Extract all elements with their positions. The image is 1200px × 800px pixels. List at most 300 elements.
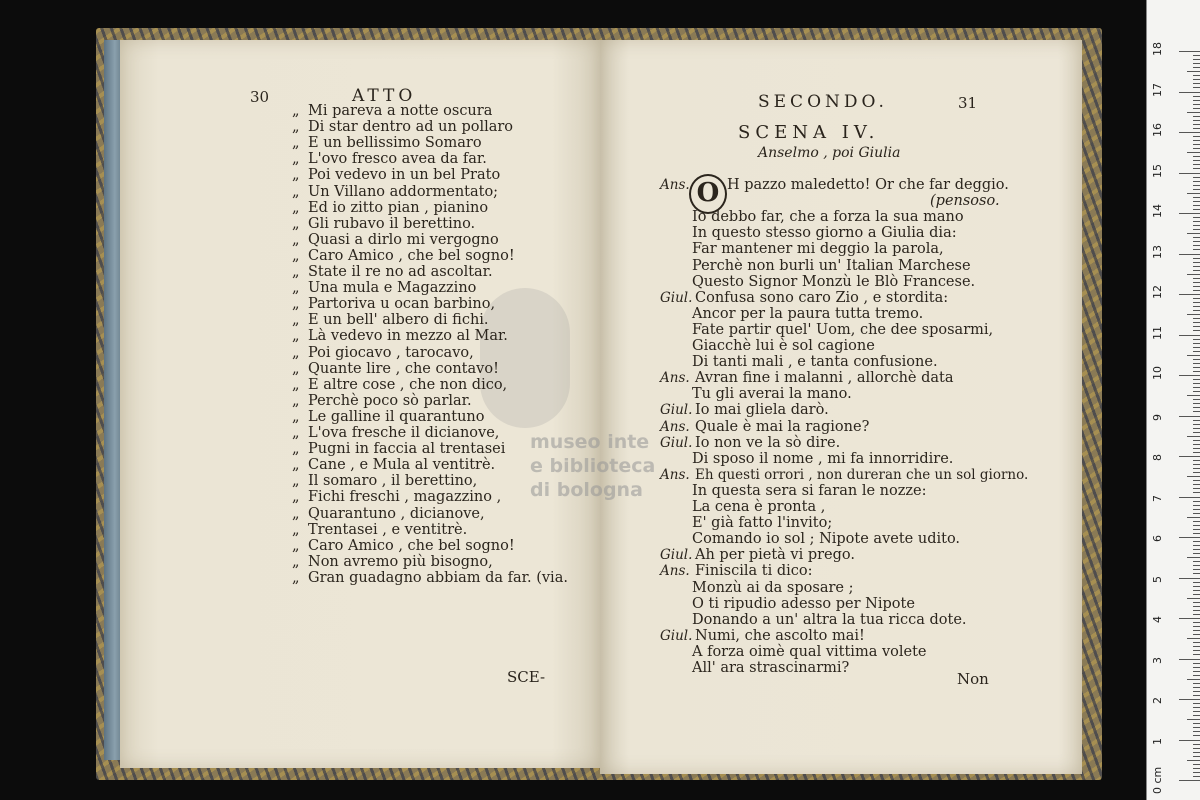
- quote-mark: „: [292, 505, 300, 522]
- verse-text: Una mula e Magazzino: [308, 280, 477, 297]
- ruler-tick: [1193, 55, 1200, 56]
- ruler-tick: [1193, 727, 1200, 728]
- ruler-tick: [1193, 339, 1200, 340]
- ruler-tick: [1193, 128, 1200, 129]
- ruler-tick: [1193, 330, 1200, 331]
- verse-text: Un Villano addormentato;: [308, 183, 499, 200]
- ruler-tick: [1193, 772, 1200, 773]
- ruler-label: 16: [1151, 123, 1164, 137]
- ruler-tick: [1193, 399, 1200, 400]
- ruler-tick: [1193, 367, 1200, 368]
- verse-line: [292, 248, 515, 264]
- dialogue-line: Io non ve la sò dire.: [695, 434, 841, 451]
- ruler-tick: [1193, 663, 1200, 664]
- ruler-tick: [1193, 452, 1200, 453]
- verse-text: L'ovo fresco avea da far.: [308, 151, 487, 168]
- verse-text: Pugni in faccia al trentasei: [308, 441, 506, 458]
- ruler-tick: [1193, 533, 1200, 534]
- ruler-tick: [1193, 116, 1200, 117]
- speaker-label: Ans.: [660, 177, 690, 193]
- ruler-tick: [1193, 484, 1200, 485]
- speaker-label: Ans.: [660, 466, 690, 483]
- ruler-tick: [1193, 626, 1200, 627]
- dialogue-line: Far mantener mi deggio la parola,: [692, 241, 944, 258]
- ruler-tick: [1179, 618, 1200, 619]
- ruler-tick: [1193, 440, 1200, 441]
- ruler-tick: [1193, 569, 1200, 570]
- ruler-tick: [1193, 703, 1200, 704]
- ruler-tick: [1193, 634, 1200, 635]
- ruler-tick: [1187, 557, 1200, 558]
- ruler-tick: [1193, 472, 1200, 473]
- ruler-tick: [1193, 266, 1200, 267]
- right-page-header: SECONDO.: [758, 92, 888, 112]
- verse-line: [292, 328, 508, 344]
- ruler-tick: [1193, 209, 1200, 210]
- ruler-label: 5: [1151, 575, 1164, 583]
- ruler-tick: [1187, 274, 1200, 275]
- ruler-tick: [1193, 298, 1200, 299]
- verse-line: [292, 280, 476, 296]
- ruler-label: 13: [1151, 244, 1164, 259]
- ruler-tick: [1193, 290, 1200, 291]
- quote-mark: „: [292, 537, 300, 554]
- ruler-tick: [1193, 549, 1200, 550]
- ruler-tick: [1193, 768, 1200, 769]
- verse-text: Mi pareva a notte oscura: [308, 103, 493, 119]
- ruler-tick: [1179, 335, 1200, 336]
- ruler-label: 8: [1151, 454, 1164, 461]
- ruler-tick: [1193, 310, 1200, 311]
- ruler-tick: [1193, 586, 1200, 587]
- quote-mark: „: [292, 376, 300, 393]
- ruler-tick: [1187, 314, 1200, 315]
- ruler-tick: [1193, 594, 1200, 595]
- quote-mark: „: [292, 344, 300, 361]
- ruler-tick: [1193, 707, 1200, 708]
- dialogue-line: Ah per pietà vi prego.: [695, 547, 856, 564]
- verse-line: [292, 522, 467, 538]
- dialogue-line: Io mai gliela darò.: [695, 402, 829, 419]
- ruler-tick: [1193, 565, 1200, 566]
- ruler-tick: [1187, 233, 1200, 234]
- ruler-label: 6: [1151, 535, 1164, 542]
- speaker-label: Ans.: [660, 563, 690, 580]
- ruler-tick: [1193, 525, 1200, 526]
- ruler-label: 10: [1151, 366, 1164, 380]
- left-page-number: 30: [250, 88, 270, 106]
- ruler-tick: [1179, 375, 1200, 376]
- ruler-tick: [1193, 735, 1200, 736]
- dialogue-line: Io debbo far, che a forza la sua mano: [692, 209, 964, 226]
- ruler-label: 17: [1151, 82, 1164, 97]
- ruler-tick: [1193, 181, 1200, 182]
- quote-mark: „: [292, 247, 300, 264]
- ruler-tick: [1193, 691, 1200, 692]
- speaker-label: Ans.: [660, 370, 690, 387]
- ruler-tick: [1193, 630, 1200, 631]
- ruler-tick: [1193, 96, 1200, 97]
- ruler-tick: [1193, 723, 1200, 724]
- dialogue-line: Perchè non burli un' Italian Marchese: [692, 257, 971, 274]
- ruler-label: 1: [1151, 737, 1164, 745]
- verse-text: Quarantuno , dicianove,: [308, 505, 485, 522]
- quote-mark: „: [292, 521, 300, 538]
- ruler-tick: [1193, 480, 1200, 481]
- verse-line: [292, 473, 477, 489]
- verse-line: [292, 409, 485, 425]
- ruler-tick: [1193, 258, 1200, 259]
- ruler-tick: [1187, 355, 1200, 356]
- dialogue-line: In questa sera si faran le nozze:: [692, 482, 927, 499]
- ruler-tick: [1193, 205, 1200, 206]
- ruler-tick: [1193, 695, 1200, 696]
- verse-text: Poi giocavo , tarocavo,: [308, 344, 474, 361]
- dialogue-line: Di sposo il nome , mi fa innorridire.: [692, 450, 954, 467]
- speaker-label: Giul.: [660, 402, 693, 419]
- quote-mark: „: [292, 296, 300, 313]
- dialogue-line: Tu gli averai la mano.: [692, 386, 852, 403]
- ruler-tick: [1193, 229, 1200, 230]
- ruler-tick: [1193, 322, 1200, 323]
- verse-line: [292, 393, 472, 409]
- ruler-tick: [1193, 185, 1200, 186]
- verse-text: E un bell' albero di fichi.: [308, 312, 489, 329]
- ruler-tick: [1193, 391, 1200, 392]
- dialogue-line: Quale è mai la ragione?: [695, 418, 870, 435]
- ruler-tick: [1193, 237, 1200, 238]
- ruler-tick: [1193, 460, 1200, 461]
- ruler-tick: [1193, 108, 1200, 109]
- verse-line: [292, 232, 499, 248]
- verse-line: [292, 570, 568, 586]
- verse-line: [292, 345, 474, 361]
- speaker-label: Giul.: [660, 547, 693, 564]
- ruler-tick: [1193, 403, 1200, 404]
- quote-mark: „: [292, 569, 300, 586]
- dialogue-line: Questo Signor Monzù le Blò Francese.: [692, 273, 976, 290]
- ruler-tick: [1179, 497, 1200, 498]
- right-page-number: 31: [958, 94, 978, 112]
- verse-text: Ed io zitto pian , pianino: [308, 199, 489, 216]
- ruler-tick: [1193, 201, 1200, 202]
- ruler-tick: [1193, 189, 1200, 190]
- verse-line: [292, 441, 505, 457]
- ruler-tick: [1193, 561, 1200, 562]
- quote-mark: „: [292, 103, 300, 119]
- ruler-tick: [1193, 606, 1200, 607]
- ruler-tick: [1193, 711, 1200, 712]
- verse-text: E un bellissimo Somaro: [308, 135, 482, 152]
- ruler-tick: [1193, 387, 1200, 388]
- verse-line: [292, 184, 498, 200]
- ruler-tick: [1193, 104, 1200, 105]
- ruler-tick: [1193, 168, 1200, 169]
- dialogue-line: Ancor per la paura tutta tremo.: [692, 305, 924, 322]
- verse-text: Là vedevo in mezzo al Mar.: [308, 328, 508, 345]
- verse-line: [292, 538, 515, 554]
- scene-subtitle: Anselmo , poi Giulia: [758, 145, 901, 161]
- verse-text: Caro Amico , che bel sogno!: [308, 247, 515, 264]
- ruler-tick: [1193, 654, 1200, 655]
- verse-line: [292, 296, 495, 312]
- ruler-tick: [1193, 144, 1200, 145]
- verse-text: L'ova fresche il dicianove,: [308, 425, 500, 441]
- ruler-tick: [1193, 614, 1200, 615]
- verse-line: [292, 264, 493, 280]
- quote-mark: „: [292, 425, 300, 441]
- ruler-tick: [1193, 136, 1200, 137]
- ruler-tick: [1193, 545, 1200, 546]
- dialogue-line: In questo stesso giorno a Giulia dia:: [692, 225, 957, 242]
- quote-mark: „: [292, 312, 300, 329]
- ruler-tick: [1187, 112, 1200, 113]
- ruler-tick: [1179, 537, 1200, 538]
- dialogue-line: O ti ripudio adesso per Nipote: [692, 595, 915, 612]
- verse-text: Trentasei , e ventitrè.: [308, 521, 468, 538]
- ruler-label: 12: [1151, 285, 1164, 299]
- ruler-label: 3: [1151, 656, 1164, 664]
- ruler-tick: [1193, 715, 1200, 716]
- ruler-tick: [1193, 646, 1200, 647]
- ruler-tick: [1193, 59, 1200, 60]
- ruler-tick: [1193, 217, 1200, 218]
- quote-mark: „: [292, 167, 300, 184]
- quote-mark: „: [292, 183, 300, 200]
- ruler-tick: [1193, 245, 1200, 246]
- ruler-tick: [1193, 241, 1200, 242]
- ruler-tick: [1193, 675, 1200, 676]
- ruler-label: 15: [1151, 163, 1164, 178]
- ruler-tick: [1193, 521, 1200, 522]
- ruler-tick: [1187, 395, 1200, 396]
- ruler-tick: [1193, 764, 1200, 765]
- verse-line: [292, 361, 499, 377]
- ruler-label: 9: [1151, 413, 1164, 421]
- ruler-tick: [1193, 221, 1200, 222]
- dialogue-line: Giacchè lui è sol cagione: [692, 338, 875, 354]
- verse-text: Quasi a dirlo mi vergogno: [308, 231, 499, 248]
- verse-text: State il re no ad ascoltar.: [308, 264, 493, 280]
- ruler-tick: [1193, 156, 1200, 157]
- ruler-tick: [1193, 671, 1200, 672]
- ruler-tick: [1193, 464, 1200, 465]
- ruler-tick: [1179, 416, 1200, 417]
- ruler-tick: [1193, 602, 1200, 603]
- ruler-tick: [1179, 699, 1200, 700]
- verse-line: [292, 425, 499, 441]
- ruler-label: 0 cm: [1151, 766, 1164, 794]
- ruler-tick: [1193, 286, 1200, 287]
- ruler-tick: [1193, 488, 1200, 489]
- ruler-tick: [1193, 177, 1200, 178]
- speaker-label: Giul.: [660, 434, 693, 451]
- ruler-tick: [1193, 432, 1200, 433]
- ruler-tick: [1193, 306, 1200, 307]
- verse-line: [292, 167, 500, 183]
- ruler-tick: [1193, 262, 1200, 263]
- ruler-tick: [1193, 744, 1200, 745]
- ruler-tick: [1193, 87, 1200, 88]
- speaker-label: Giul.: [660, 289, 693, 306]
- dialogue-line: A forza oimè qual vittima volete: [692, 643, 927, 660]
- ruler-tick: [1193, 225, 1200, 226]
- verse-line: [292, 506, 485, 522]
- verse-text: Il somaro , il berettino,: [308, 473, 478, 490]
- dialogue-line: Di tanti mali , e tanta confusione.: [692, 354, 938, 371]
- ruler-tick: [1193, 642, 1200, 643]
- ruler-label: 18: [1151, 42, 1164, 56]
- ruler-tick: [1193, 164, 1200, 165]
- ruler-tick: [1187, 71, 1200, 72]
- ruler-tick: [1193, 448, 1200, 449]
- ruler-tick: [1193, 509, 1200, 510]
- ruler-tick: [1193, 505, 1200, 506]
- ruler-tick: [1193, 752, 1200, 753]
- watermark-line: museo inte: [530, 431, 650, 453]
- verse-text: E altre cose , che non dico,: [308, 376, 508, 393]
- ruler-tick: [1193, 124, 1200, 125]
- drop-cap: O: [689, 174, 727, 214]
- ruler-tick: [1179, 213, 1200, 214]
- ruler-tick: [1179, 254, 1200, 255]
- ruler-tick: [1193, 83, 1200, 84]
- quote-mark: „: [292, 328, 300, 345]
- ruler-tick: [1179, 740, 1200, 741]
- dialogue-line: Monzù ai da sposare ;: [692, 579, 854, 596]
- dialogue-line: Avran fine i malanni , allorchè data: [695, 370, 954, 387]
- ruler-tick: [1193, 347, 1200, 348]
- ruler-label: 7: [1151, 494, 1164, 502]
- ruler-tick: [1193, 383, 1200, 384]
- ruler-tick: [1193, 282, 1200, 283]
- ruler-tick: [1193, 67, 1200, 68]
- dialogue-line: (pensoso.: [930, 193, 1000, 210]
- quote-mark: „: [292, 553, 300, 570]
- right-catchword: Non: [957, 670, 989, 688]
- ruler-tick: [1193, 249, 1200, 250]
- verse-line: [292, 554, 493, 570]
- quote-mark: „: [292, 441, 300, 458]
- left-catchword: SCE-: [507, 668, 546, 686]
- ruler-tick: [1193, 420, 1200, 421]
- quote-mark: „: [292, 231, 300, 248]
- ruler-label: 4: [1151, 616, 1164, 623]
- dialogue-line: Numi, che ascolto mai!: [695, 627, 865, 644]
- dialogue-line: Eh questi orrori , non dureran che un sol giorno.: [695, 466, 1029, 483]
- quote-mark: „: [292, 457, 300, 474]
- ruler-tick: [1179, 51, 1200, 52]
- ruler-tick: [1187, 436, 1200, 437]
- ruler-tick: [1187, 193, 1200, 194]
- ruler-tick: [1193, 683, 1200, 684]
- ruler-tick: [1193, 318, 1200, 319]
- dialogue-line: All' ara strascinarmi?: [692, 660, 850, 676]
- ruler-tick: [1193, 492, 1200, 493]
- ruler-tick: [1193, 197, 1200, 198]
- ruler-tick: [1193, 428, 1200, 429]
- ruler-tick: [1187, 638, 1200, 639]
- ruler-tick: [1193, 667, 1200, 668]
- verse-line: [292, 200, 488, 216]
- ruler-tick: [1193, 424, 1200, 425]
- verse-text: Partoriva u ocan barbino,: [308, 296, 496, 313]
- measurement-ruler: [1146, 0, 1200, 800]
- ruler-tick: [1193, 687, 1200, 688]
- ruler-tick: [1179, 578, 1200, 579]
- dialogue-line: Comando io sol ; Nipote avete udito.: [692, 531, 961, 548]
- ruler-tick: [1193, 63, 1200, 64]
- ruler-tick: [1193, 278, 1200, 279]
- verse-line: [292, 135, 482, 151]
- ruler-tick: [1187, 517, 1200, 518]
- ruler-tick: [1187, 476, 1200, 477]
- verse-text: Perchè poco sò parlar.: [308, 392, 472, 409]
- dialogue-line: H pazzo maledetto! Or che far deggio.: [727, 177, 1009, 193]
- ruler-tick: [1193, 748, 1200, 749]
- quote-mark: „: [292, 473, 300, 490]
- verse-line: [292, 119, 513, 135]
- verse-line: [292, 312, 489, 328]
- verse-line: [292, 216, 475, 232]
- quote-mark: „: [292, 360, 300, 377]
- dialogue-line: E' già fatto l'invito;: [692, 515, 833, 532]
- ruler-tick: [1193, 75, 1200, 76]
- verse-text: Gli rubavo il berettino.: [308, 215, 476, 232]
- verse-text: Di star dentro ad un pollaro: [308, 119, 514, 136]
- ruler-tick: [1193, 160, 1200, 161]
- ruler-tick: [1193, 582, 1200, 583]
- ruler-tick: [1193, 610, 1200, 611]
- ruler-tick: [1187, 152, 1200, 153]
- ruler-tick: [1187, 760, 1200, 761]
- ruler-tick: [1179, 92, 1200, 93]
- ruler-tick: [1193, 302, 1200, 303]
- ruler-tick: [1193, 411, 1200, 412]
- ruler-tick: [1193, 351, 1200, 352]
- ruler-tick: [1179, 659, 1200, 660]
- ruler-tick: [1193, 379, 1200, 380]
- verse-text: Gran guadagno abbiam da far. (via.: [308, 569, 568, 586]
- dialogue-line: La cena è pronta ,: [692, 499, 826, 515]
- verse-text: Cane , e Mula al ventitrè.: [308, 457, 496, 474]
- quote-mark: „: [292, 392, 300, 409]
- verse-line: [292, 151, 487, 167]
- speaker-label: Giul.: [660, 627, 693, 644]
- verse-line: [292, 457, 495, 473]
- ruler-tick: [1193, 363, 1200, 364]
- quote-mark: „: [292, 151, 300, 168]
- quote-mark: „: [292, 264, 300, 280]
- watermark-line: di bologna: [530, 479, 643, 501]
- ruler-tick: [1193, 148, 1200, 149]
- ruler-tick: [1193, 756, 1200, 757]
- dialogue-line: Fate partir quel' Uom, che dee sposarmi,: [692, 321, 994, 338]
- verse-line: [292, 489, 501, 505]
- quote-mark: „: [292, 199, 300, 216]
- ruler-tick: [1193, 529, 1200, 530]
- verse-text: Fichi freschi , magazzino ,: [308, 489, 502, 506]
- watermark-line: e biblioteca: [530, 455, 656, 477]
- dialogue-line: Donando a un' altra la tua ricca dote.: [692, 611, 967, 628]
- ruler-tick: [1193, 326, 1200, 327]
- ruler-tick: [1179, 132, 1200, 133]
- ruler-tick: [1193, 79, 1200, 80]
- scene-title: SCENA IV.: [738, 122, 880, 143]
- ruler-tick: [1193, 776, 1200, 777]
- ruler-tick: [1193, 650, 1200, 651]
- ruler-tick: [1193, 120, 1200, 121]
